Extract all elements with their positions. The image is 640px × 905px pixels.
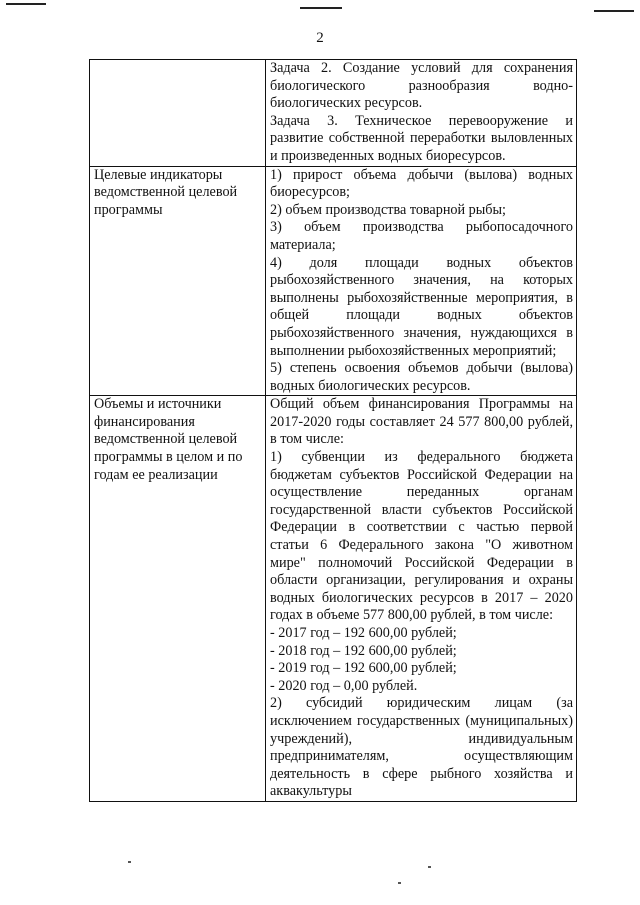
scan-speck [128,861,131,863]
scan-mark-left [6,3,46,5]
scan-mark-center [300,7,342,9]
scan-speck [428,866,431,868]
financing-year-2019: - 2019 год – 192 600,00 рублей; [270,660,457,677]
page-number: 2 [316,30,324,46]
indicator-1: 1) прирост объема добычи (вылова) водных биоресурсов; [270,166,573,201]
financing-year-2020: - 2020 год – 0,00 рублей. [270,677,418,694]
indicator-5: 5) степень освоения объемов добычи (вылова) водных биологических ресурсов. [270,360,573,394]
row-label: Объемы и источники финансирования ведомственной целевой программы в целом и по годам ее реализации [94,396,243,483]
scan-speck [398,882,401,884]
table-row-tasks [90,60,577,167]
financing-item-2: 2) субсидий юридическим лицам (за исключением государственных (муниципальных) учреждений), индивидуальным предпринимателям, осуществляющим деятельность в сфере рыбного хозяйства и аквакультуры [270,695,573,800]
scan-mark-right [594,10,634,12]
row-label [90,60,266,167]
program-passport-table [89,59,577,802]
table-row-indicators [90,166,577,396]
task-2-paragraph: Задача 2. Создание условий для сохранения биологического разнообразия водно-биологических ресурсов. [270,60,573,112]
indicator-2: 2) объем производства товарной рыбы; [270,201,506,218]
row-content [266,396,577,802]
row-content [266,60,577,167]
financing-item-1: 1) субвенции из федерального бюджета бюджетам субъектов Российской Федерации на осуществление переданных органам государственной власти субъектов Российской Федерации в соответствии с частью первой статьи 6 Федерального закона "О животном мире" полномочий Российской Федерации в области организации, регулирования и охраны водных биологических ресурсов в 2017 – 2020 годах в объеме 577 800,00 рублей, в том числе: [270,449,573,624]
row-label: Целевые индикаторы ведомственной целевой программы [94,166,238,218]
table-row-financing [90,396,577,802]
indicator-4: 4) доля площади водных объектов рыбохозяйственного значения, на которых выполнены рыбохозяйственные мероприятия, в общей площади водных объектов рыбохозяйственного значения, нуждающихся в выполнении рыбохозяйственных мероприятий; [270,254,573,359]
task-3-paragraph: Задача 3. Техническое перевооружение и развитие собственной переработки выловленных и произведенных водных биоресурсов. [270,112,573,164]
financing-year-2017: - 2017 год – 192 600,00 рублей; [270,625,457,641]
financing-total: Общий объем финансирования Программы на 2017-2020 годы составляет 24 577 800,00 рублей, в том числе: [270,396,573,448]
row-content [266,166,577,396]
financing-year-2018: - 2018 год – 192 600,00 рублей; [270,642,457,659]
indicator-3: 3) объем производства рыбопосадочного материала; [270,219,573,253]
